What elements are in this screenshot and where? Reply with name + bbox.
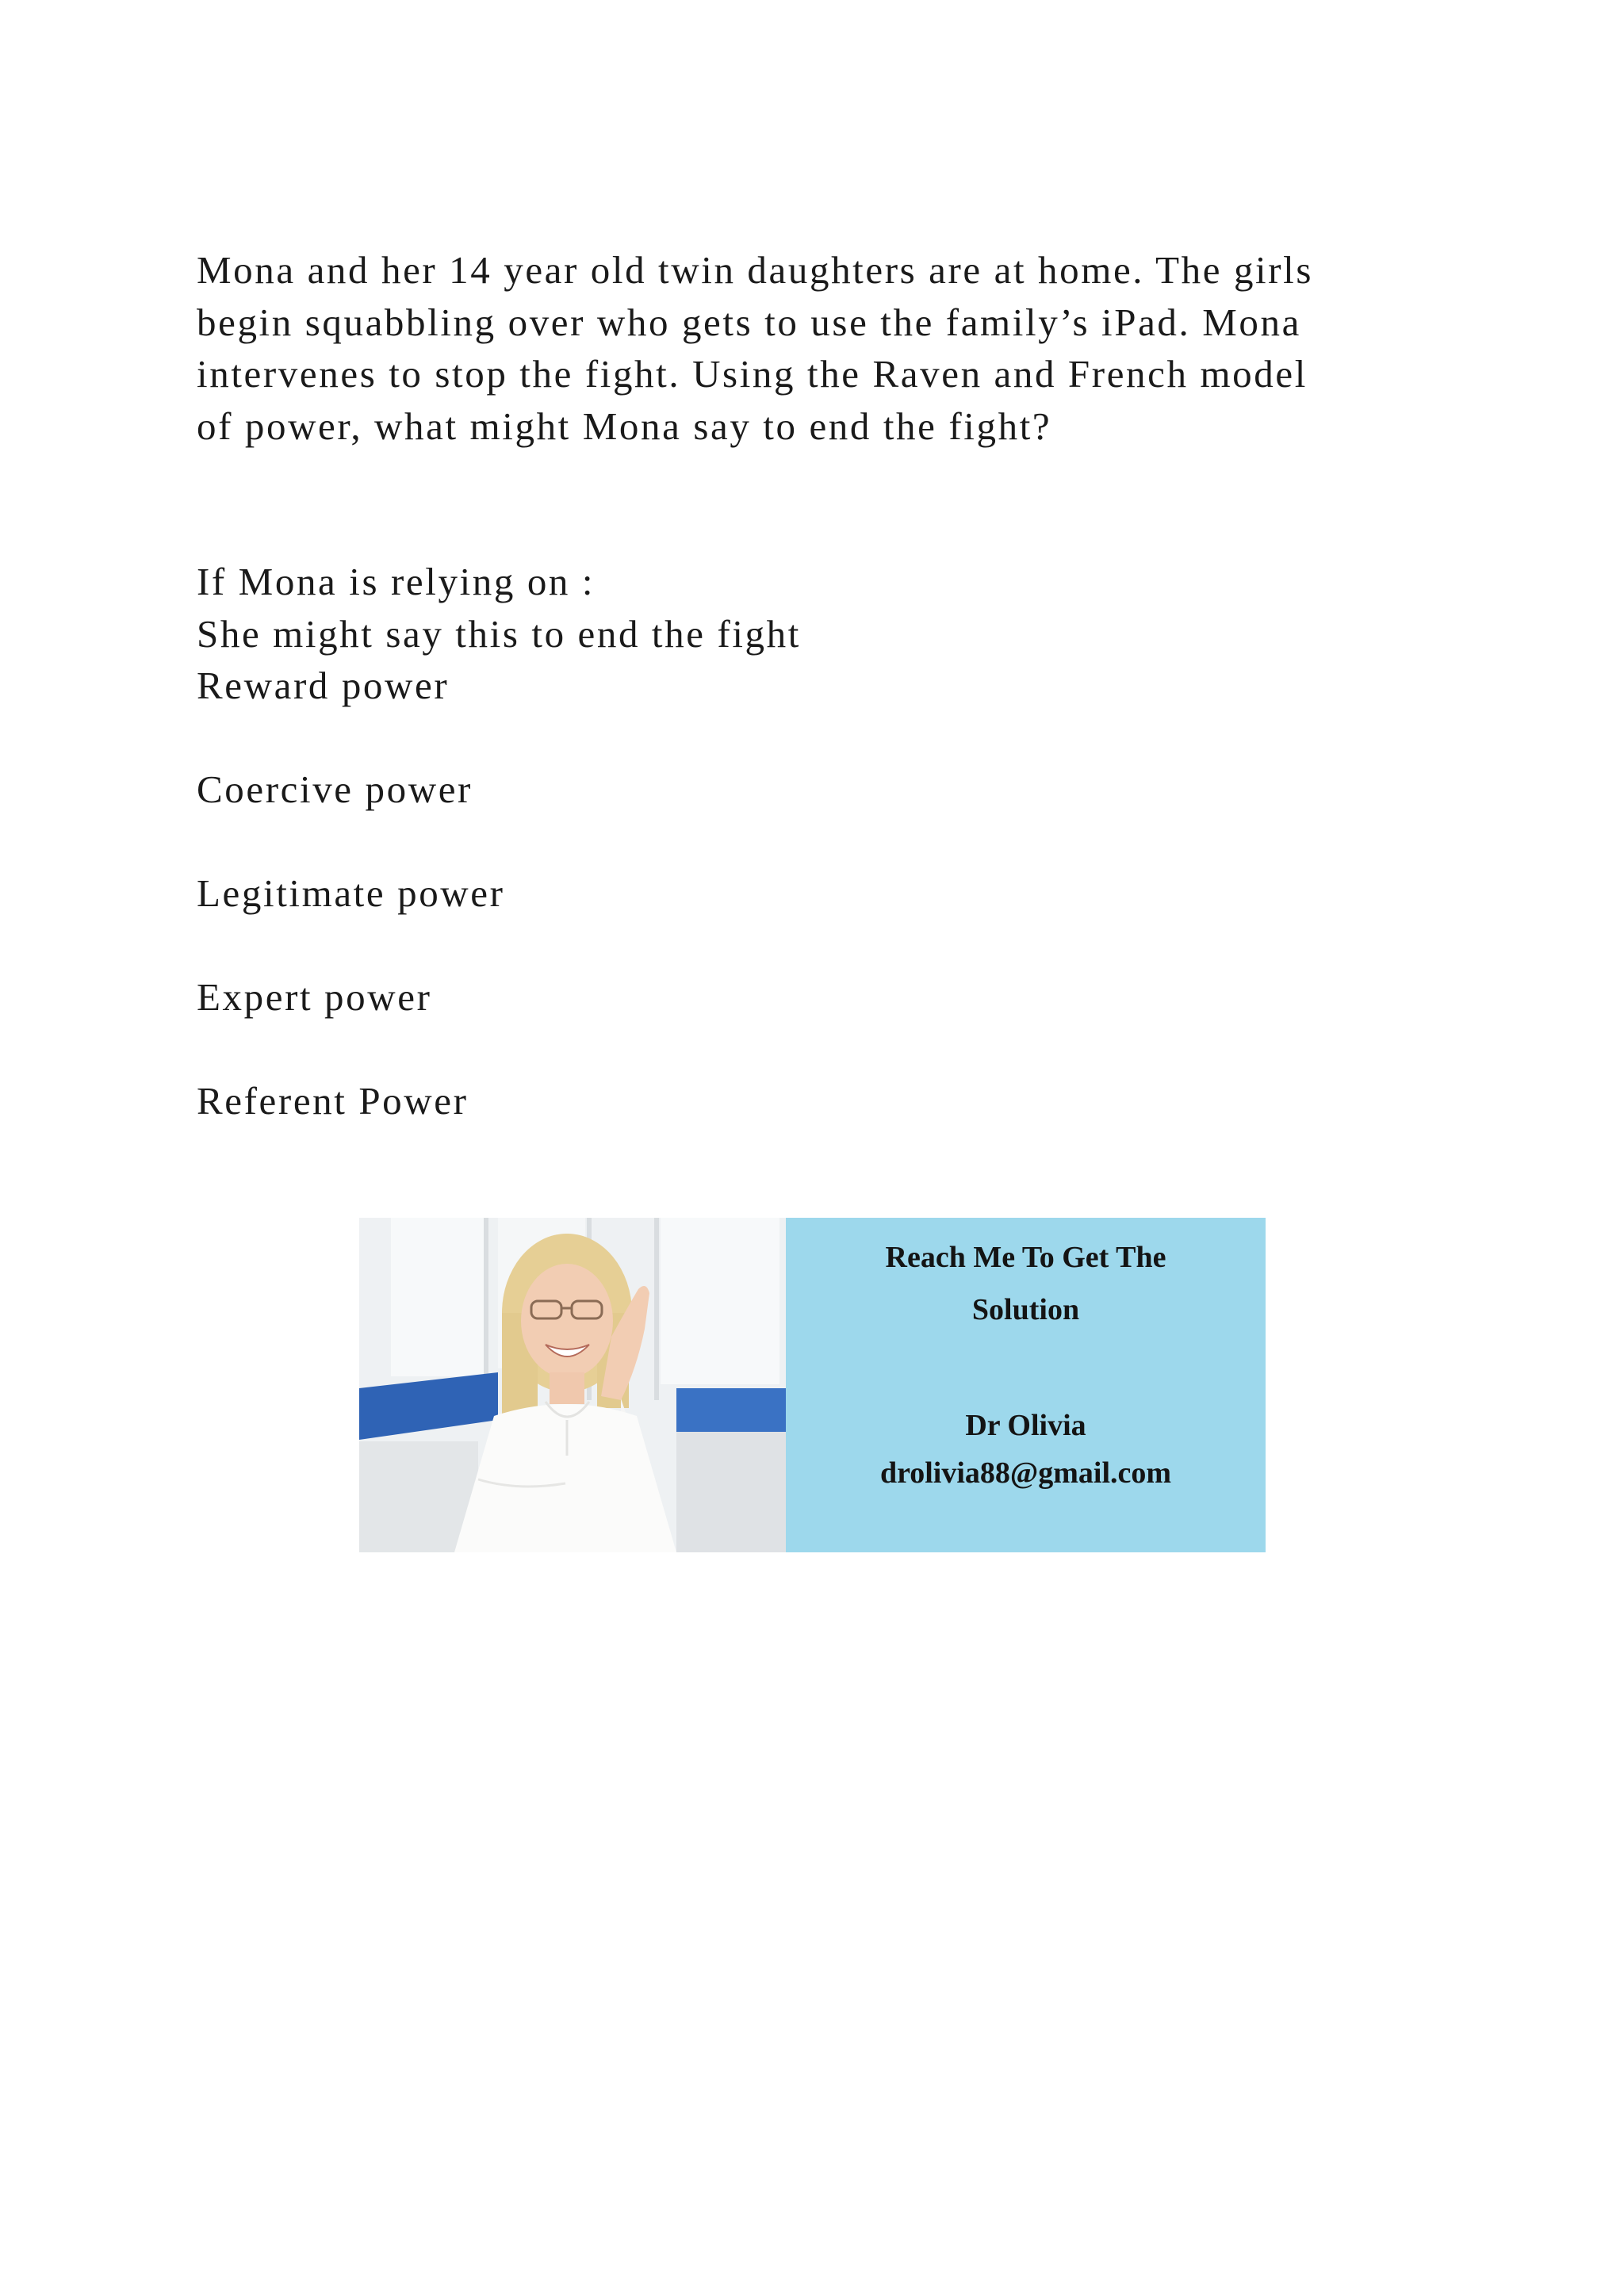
table-header-left: If Mona is relying on : <box>197 560 596 603</box>
question-paragraph <box>197 244 1434 452</box>
table-row-legitimate: Legitimate power <box>197 871 505 915</box>
question-line: intervenes to stop the fight. Using the Raven and French model <box>197 352 1308 396</box>
banner-subheadline: Solution <box>971 1293 1080 1326</box>
contact-panel <box>786 1218 1266 1552</box>
question-line: begin squabbling over who gets to use the family’s iPad. Mona <box>197 300 1301 344</box>
table-row-coercive: Coercive power <box>197 767 473 811</box>
woman-photo <box>359 1218 786 1552</box>
banner-headline: Reach Me To Get The <box>885 1241 1166 1274</box>
table-row-expert: Expert power <box>197 975 432 1019</box>
contact-banner <box>359 1218 1266 1552</box>
table-row-referent: Referent Power <box>197 1079 469 1123</box>
table-row-reward: Reward power <box>197 664 450 707</box>
question-line: Mona and her 14 year old twin daughters are at home. The girls <box>197 248 1314 292</box>
table-header-right: She might say this to end the fight <box>197 611 801 656</box>
photo-illustration <box>359 1218 786 1552</box>
power-types-table <box>197 556 801 1127</box>
contact-email: drolivia88@gmail.com <box>879 1456 1172 1490</box>
question-line: of power, what might Mona say to end the fight? <box>197 404 1052 448</box>
contact-name: Dr Olivia <box>965 1409 1086 1442</box>
